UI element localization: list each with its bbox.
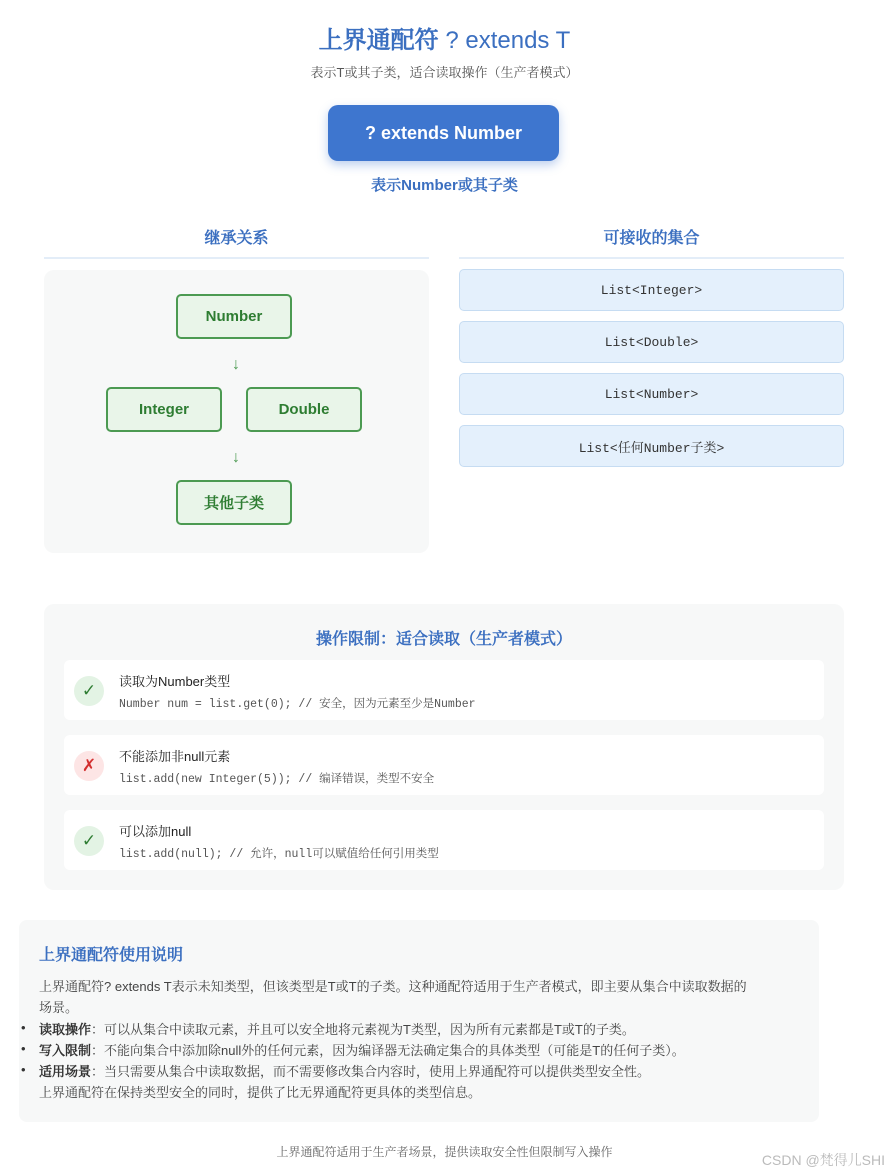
- bullet-icon: •: [21, 1041, 26, 1056]
- extends-number-button[interactable]: ? extends Number: [328, 105, 559, 161]
- bullet-item: [39, 1019, 814, 1040]
- check-icon: ✓: [74, 826, 104, 856]
- bullet-text: ：当只需要从集合中读取数据，而不需要修改集合内容时，使用上界通配符可以提供类型安全性。: [91, 1064, 651, 1079]
- operation-code: list.add(new Integer(5)); // 编译错误，类型不安全: [119, 773, 435, 786]
- operation-code: Number num = list.get(0); // 安全，因为元素至少是Number: [119, 698, 476, 711]
- operation-label: 不能添加非null元素: [119, 749, 231, 764]
- operation-code: list.add(null); // 允许，null可以赋值给任何引用类型: [119, 848, 439, 861]
- accepted-item: List<任何Number子类>: [459, 425, 844, 467]
- arrow-down-icon: ↓: [232, 356, 240, 373]
- footer-text: 上界通配符适用于生产者场景，提供读取安全性但限制写入操作: [276, 1145, 613, 1159]
- hierarchy-heading: 继承关系: [44, 225, 429, 259]
- operation-row: [64, 735, 824, 795]
- operation-label: 可以添加null: [119, 824, 192, 839]
- main-note: 表示Number或其子类: [371, 177, 518, 194]
- operation-row: [64, 660, 824, 720]
- page-subtitle: 表示T或其子类，适合读取操作（生产者模式）: [310, 65, 579, 80]
- title-code: ? extends T: [445, 27, 571, 54]
- intro-line: 场景。: [39, 1000, 79, 1015]
- operation-label: 读取为Number类型: [119, 674, 231, 689]
- explanation-intro: [39, 976, 809, 1018]
- bullet-text: ：不能向集合中添加除null外的任何元素，因为编译器无法确定集合的具体类型（可能是T的任何子类）。: [91, 1043, 685, 1058]
- intro-line: 上界通配符? extends T表示未知类型，但该类型是T或T的子类。这种通配符适用于生产者模式，即主要从集合中读取数据的: [39, 979, 747, 994]
- bullet-text: ：可以从集合中读取元素，并且可以安全地将元素视为T类型，因为所有元素都是T或T的子类。: [91, 1022, 635, 1037]
- bullet-term: 读取操作: [39, 1022, 92, 1037]
- explanation-title: 上界通配符使用说明: [39, 947, 184, 964]
- page-title: [0, 20, 889, 55]
- node-number: Number: [176, 294, 292, 339]
- title-cn: 上界通配符: [318, 27, 439, 54]
- bullet-term: 写入限制: [39, 1043, 92, 1058]
- watermark: CSDN @梵得儿SHI: [761, 1152, 885, 1168]
- accepted-item: List<Integer>: [459, 269, 844, 311]
- operation-row: [64, 810, 824, 870]
- node-integer: Integer: [106, 387, 222, 432]
- operations-title: 操作限制：适合读取（生产者模式）: [315, 631, 572, 648]
- check-icon: ✓: [74, 676, 104, 706]
- bullet-item: [39, 1061, 814, 1082]
- bullet-item: [39, 1040, 814, 1061]
- accepted-heading: 可接收的集合: [459, 225, 844, 259]
- node-other-subclasses: 其他子类: [176, 480, 292, 525]
- bullet-icon: •: [21, 1062, 26, 1077]
- explanation-panel: [19, 920, 819, 1122]
- operations-panel: [44, 604, 844, 890]
- bullet-term: 适用场景: [39, 1064, 92, 1079]
- node-double: Double: [246, 387, 362, 432]
- explanation-closing: 上界通配符在保持类型安全的同时，提供了比无界通配符更具体的类型信息。: [39, 1085, 482, 1100]
- bullet-icon: •: [21, 1020, 26, 1035]
- accepted-item: List<Double>: [459, 321, 844, 363]
- hierarchy-panel: [44, 270, 429, 553]
- accepted-item: List<Number>: [459, 373, 844, 415]
- cross-icon: ✗: [74, 751, 104, 781]
- arrow-down-icon: ↓: [232, 449, 240, 466]
